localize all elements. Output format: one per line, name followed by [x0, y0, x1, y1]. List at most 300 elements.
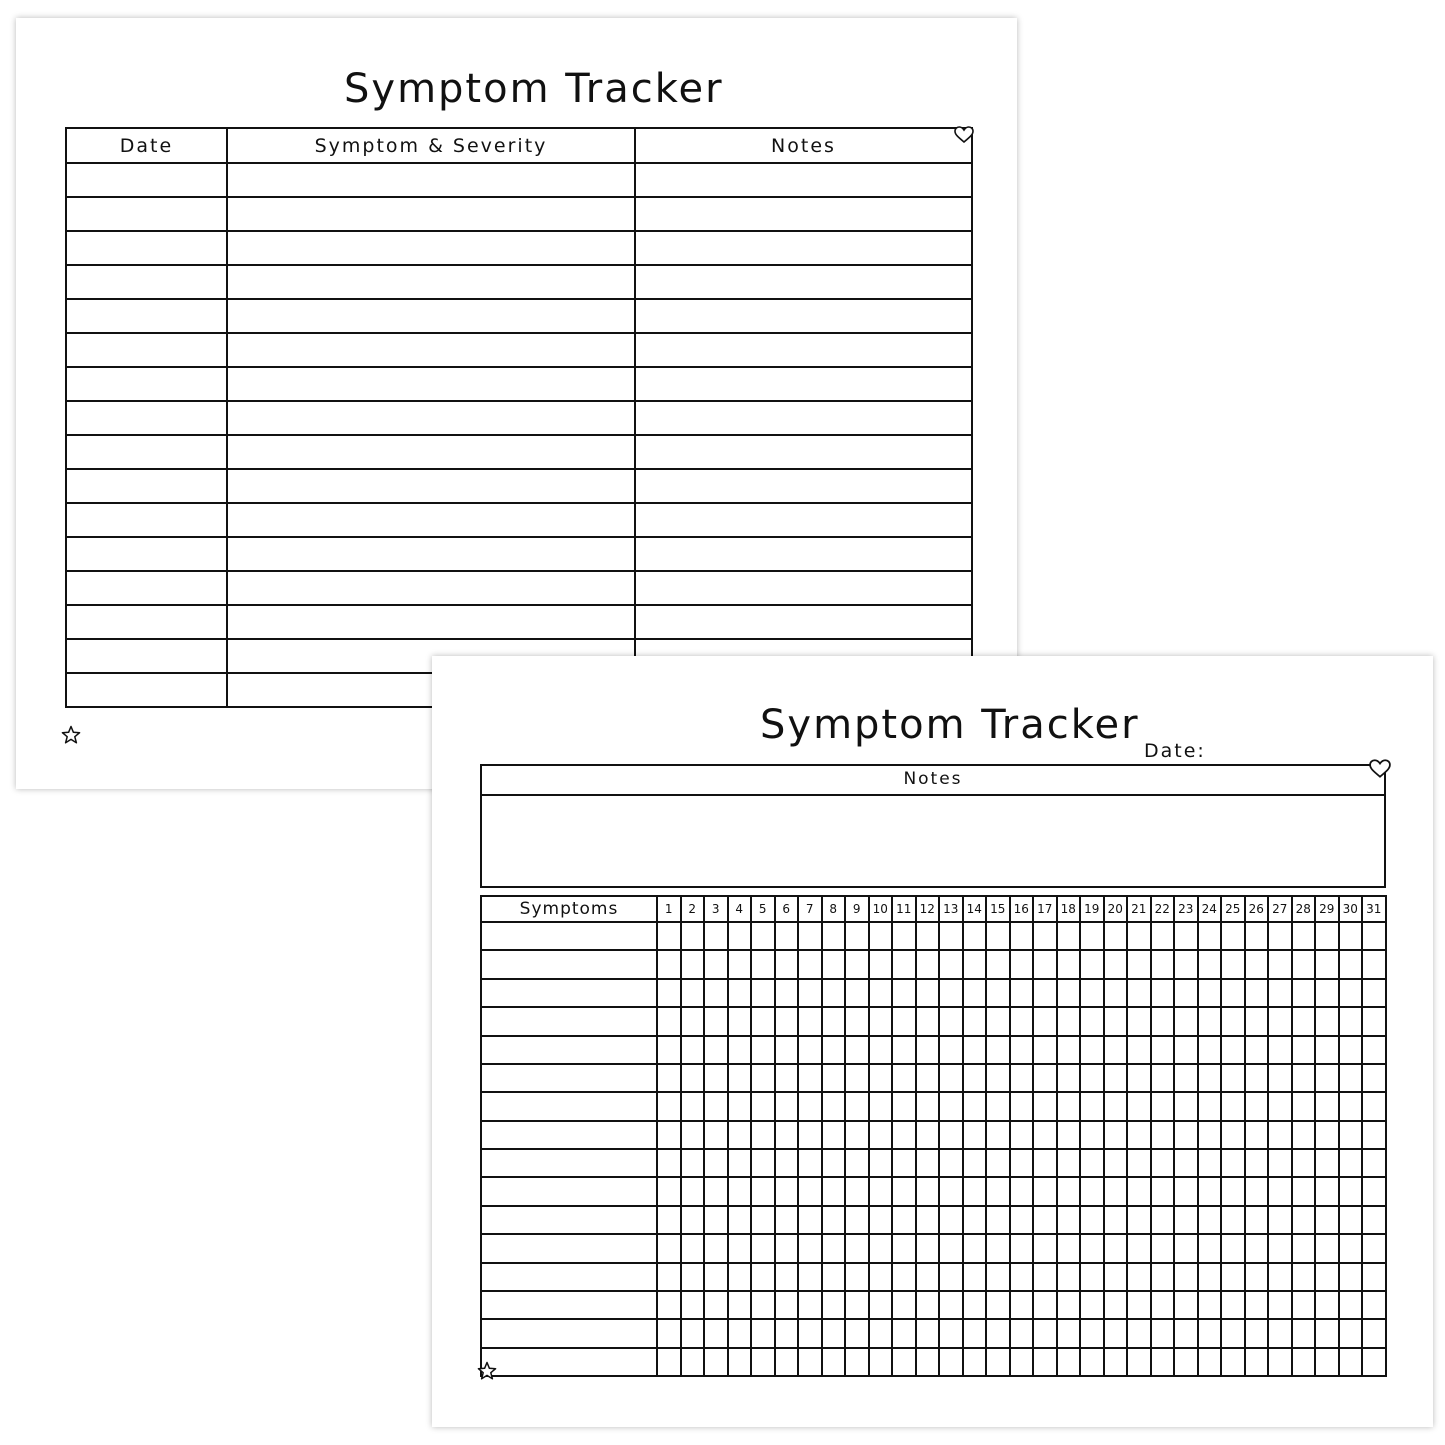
- symptom-name-cell[interactable]: [481, 1263, 657, 1291]
- day-cell[interactable]: [1221, 1348, 1245, 1376]
- day-cell[interactable]: [1080, 1348, 1104, 1376]
- day-cell[interactable]: [728, 950, 752, 978]
- day-cell[interactable]: [822, 1263, 846, 1291]
- day-cell[interactable]: [1339, 1092, 1363, 1120]
- day-cell[interactable]: [1221, 1036, 1245, 1064]
- day-cell[interactable]: [775, 950, 799, 978]
- day-cell[interactable]: [751, 1064, 775, 1092]
- symptom-name-cell[interactable]: [481, 1291, 657, 1319]
- notes-cell[interactable]: [635, 197, 972, 231]
- day-cell[interactable]: [1339, 1348, 1363, 1376]
- day-cell[interactable]: [1174, 1263, 1198, 1291]
- day-cell[interactable]: [1174, 922, 1198, 950]
- notes-cell[interactable]: [635, 231, 972, 265]
- day-cell[interactable]: [963, 1036, 987, 1064]
- day-cell[interactable]: [1151, 950, 1175, 978]
- day-cell[interactable]: [657, 922, 681, 950]
- day-cell[interactable]: [1104, 1348, 1128, 1376]
- day-cell[interactable]: [963, 1149, 987, 1177]
- day-cell[interactable]: [869, 922, 893, 950]
- day-cell[interactable]: [1151, 1149, 1175, 1177]
- day-cell[interactable]: [845, 979, 869, 1007]
- day-cell[interactable]: [1174, 1234, 1198, 1262]
- day-cell[interactable]: [1292, 1291, 1316, 1319]
- day-cell[interactable]: [798, 1064, 822, 1092]
- day-cell[interactable]: [704, 1064, 728, 1092]
- day-cell[interactable]: [1127, 1092, 1151, 1120]
- day-cell[interactable]: [1245, 1007, 1269, 1035]
- day-cell[interactable]: [1315, 1149, 1339, 1177]
- day-cell[interactable]: [1292, 1007, 1316, 1035]
- day-cell[interactable]: [939, 950, 963, 978]
- day-cell[interactable]: [1245, 1036, 1269, 1064]
- day-cell[interactable]: [1362, 1319, 1386, 1347]
- day-cell[interactable]: [1362, 922, 1386, 950]
- day-cell[interactable]: [1104, 1177, 1128, 1205]
- day-cell[interactable]: [681, 1348, 705, 1376]
- day-cell[interactable]: [681, 1177, 705, 1205]
- day-cell[interactable]: [1174, 979, 1198, 1007]
- day-cell[interactable]: [1292, 1263, 1316, 1291]
- day-cell[interactable]: [1292, 1319, 1316, 1347]
- day-cell[interactable]: [1151, 1291, 1175, 1319]
- day-cell[interactable]: [822, 1348, 846, 1376]
- day-cell[interactable]: [1198, 950, 1222, 978]
- day-cell[interactable]: [939, 1064, 963, 1092]
- symptom-name-cell[interactable]: [481, 1206, 657, 1234]
- day-cell[interactable]: [845, 1319, 869, 1347]
- day-cell[interactable]: [704, 1319, 728, 1347]
- day-cell[interactable]: [1127, 922, 1151, 950]
- day-cell[interactable]: [1080, 1149, 1104, 1177]
- day-cell[interactable]: [704, 1348, 728, 1376]
- day-cell[interactable]: [798, 1007, 822, 1035]
- day-cell[interactable]: [751, 979, 775, 1007]
- day-cell[interactable]: [1362, 1121, 1386, 1149]
- notes-cell[interactable]: [635, 401, 972, 435]
- day-cell[interactable]: [704, 922, 728, 950]
- day-cell[interactable]: [822, 1177, 846, 1205]
- day-cell[interactable]: [1221, 1263, 1245, 1291]
- symptom-name-cell[interactable]: [481, 1234, 657, 1262]
- day-cell[interactable]: [1057, 1092, 1081, 1120]
- day-cell[interactable]: [1362, 1036, 1386, 1064]
- day-cell[interactable]: [681, 950, 705, 978]
- day-cell[interactable]: [986, 1291, 1010, 1319]
- day-cell[interactable]: [751, 1234, 775, 1262]
- day-cell[interactable]: [1174, 1121, 1198, 1149]
- day-cell[interactable]: [1080, 1092, 1104, 1120]
- day-cell[interactable]: [963, 1319, 987, 1347]
- day-cell[interactable]: [775, 1092, 799, 1120]
- day-cell[interactable]: [798, 1263, 822, 1291]
- day-cell[interactable]: [1315, 979, 1339, 1007]
- day-cell[interactable]: [751, 922, 775, 950]
- day-cell[interactable]: [1315, 1206, 1339, 1234]
- day-cell[interactable]: [1245, 1206, 1269, 1234]
- day-cell[interactable]: [986, 1263, 1010, 1291]
- day-cell[interactable]: [1057, 1177, 1081, 1205]
- day-cell[interactable]: [869, 1092, 893, 1120]
- date-cell[interactable]: [66, 435, 227, 469]
- day-cell[interactable]: [986, 979, 1010, 1007]
- day-cell[interactable]: [1033, 1007, 1057, 1035]
- day-cell[interactable]: [1104, 1036, 1128, 1064]
- day-cell[interactable]: [1315, 1007, 1339, 1035]
- day-cell[interactable]: [1315, 1263, 1339, 1291]
- day-cell[interactable]: [1010, 1234, 1034, 1262]
- day-cell[interactable]: [892, 1291, 916, 1319]
- day-cell[interactable]: [1080, 1036, 1104, 1064]
- symptom-name-cell[interactable]: [481, 1092, 657, 1120]
- day-cell[interactable]: [657, 1064, 681, 1092]
- day-cell[interactable]: [1245, 1064, 1269, 1092]
- day-cell[interactable]: [1057, 979, 1081, 1007]
- day-cell[interactable]: [681, 1319, 705, 1347]
- day-cell[interactable]: [1245, 1319, 1269, 1347]
- day-cell[interactable]: [681, 1206, 705, 1234]
- day-cell[interactable]: [1104, 1092, 1128, 1120]
- day-cell[interactable]: [939, 1234, 963, 1262]
- date-cell[interactable]: [66, 469, 227, 503]
- day-cell[interactable]: [1104, 1064, 1128, 1092]
- day-cell[interactable]: [869, 1263, 893, 1291]
- day-cell[interactable]: [1010, 1206, 1034, 1234]
- day-cell[interactable]: [1104, 1121, 1128, 1149]
- day-cell[interactable]: [1268, 979, 1292, 1007]
- day-cell[interactable]: [822, 1121, 846, 1149]
- day-cell[interactable]: [1127, 1064, 1151, 1092]
- day-cell[interactable]: [1174, 1092, 1198, 1120]
- day-cell[interactable]: [1151, 1121, 1175, 1149]
- day-cell[interactable]: [1198, 1291, 1222, 1319]
- day-cell[interactable]: [1057, 1348, 1081, 1376]
- day-cell[interactable]: [892, 922, 916, 950]
- day-cell[interactable]: [845, 922, 869, 950]
- symptom-severity-cell[interactable]: [227, 605, 635, 639]
- day-cell[interactable]: [1057, 1319, 1081, 1347]
- day-cell[interactable]: [845, 1036, 869, 1064]
- day-cell[interactable]: [1080, 1007, 1104, 1035]
- day-cell[interactable]: [939, 1263, 963, 1291]
- day-cell[interactable]: [1198, 1064, 1222, 1092]
- symptom-severity-cell[interactable]: [227, 265, 635, 299]
- day-cell[interactable]: [1010, 950, 1034, 978]
- day-cell[interactable]: [728, 1177, 752, 1205]
- day-cell[interactable]: [657, 1348, 681, 1376]
- day-cell[interactable]: [1010, 1348, 1034, 1376]
- day-cell[interactable]: [869, 1007, 893, 1035]
- day-cell[interactable]: [845, 1064, 869, 1092]
- day-cell[interactable]: [1268, 1149, 1292, 1177]
- day-cell[interactable]: [869, 1291, 893, 1319]
- day-cell[interactable]: [1268, 1121, 1292, 1149]
- day-cell[interactable]: [1339, 1149, 1363, 1177]
- day-cell[interactable]: [1151, 979, 1175, 1007]
- day-cell[interactable]: [728, 1092, 752, 1120]
- day-cell[interactable]: [916, 1149, 940, 1177]
- day-cell[interactable]: [1221, 1121, 1245, 1149]
- day-cell[interactable]: [1221, 922, 1245, 950]
- day-cell[interactable]: [681, 1064, 705, 1092]
- day-cell[interactable]: [986, 1007, 1010, 1035]
- day-cell[interactable]: [939, 1206, 963, 1234]
- day-cell[interactable]: [1245, 1348, 1269, 1376]
- day-cell[interactable]: [939, 1177, 963, 1205]
- day-cell[interactable]: [1080, 979, 1104, 1007]
- day-cell[interactable]: [1362, 1064, 1386, 1092]
- day-cell[interactable]: [963, 1263, 987, 1291]
- day-cell[interactable]: [1268, 1036, 1292, 1064]
- day-cell[interactable]: [775, 1177, 799, 1205]
- day-cell[interactable]: [986, 1206, 1010, 1234]
- day-cell[interactable]: [1033, 1121, 1057, 1149]
- symptom-name-cell[interactable]: [481, 1177, 657, 1205]
- day-cell[interactable]: [986, 950, 1010, 978]
- day-cell[interactable]: [939, 1007, 963, 1035]
- day-cell[interactable]: [704, 1121, 728, 1149]
- day-cell[interactable]: [1339, 1291, 1363, 1319]
- day-cell[interactable]: [798, 950, 822, 978]
- day-cell[interactable]: [892, 1064, 916, 1092]
- day-cell[interactable]: [1198, 1007, 1222, 1035]
- day-cell[interactable]: [1057, 1007, 1081, 1035]
- day-cell[interactable]: [728, 1206, 752, 1234]
- day-cell[interactable]: [1057, 1036, 1081, 1064]
- day-cell[interactable]: [728, 1149, 752, 1177]
- day-cell[interactable]: [1315, 922, 1339, 950]
- day-cell[interactable]: [728, 1234, 752, 1262]
- date-cell[interactable]: [66, 401, 227, 435]
- day-cell[interactable]: [798, 1319, 822, 1347]
- day-cell[interactable]: [1339, 950, 1363, 978]
- day-cell[interactable]: [1268, 1064, 1292, 1092]
- day-cell[interactable]: [1151, 1206, 1175, 1234]
- day-cell[interactable]: [1362, 1291, 1386, 1319]
- day-cell[interactable]: [1245, 950, 1269, 978]
- day-cell[interactable]: [1339, 1263, 1363, 1291]
- day-cell[interactable]: [1339, 1036, 1363, 1064]
- day-cell[interactable]: [1268, 1263, 1292, 1291]
- day-cell[interactable]: [1033, 1348, 1057, 1376]
- day-cell[interactable]: [798, 979, 822, 1007]
- day-cell[interactable]: [775, 1234, 799, 1262]
- day-cell[interactable]: [1292, 950, 1316, 978]
- notes-cell[interactable]: [635, 537, 972, 571]
- day-cell[interactable]: [1057, 1064, 1081, 1092]
- day-cell[interactable]: [1268, 950, 1292, 978]
- day-cell[interactable]: [869, 1064, 893, 1092]
- symptom-name-cell[interactable]: [481, 979, 657, 1007]
- day-cell[interactable]: [1151, 1263, 1175, 1291]
- day-cell[interactable]: [892, 1234, 916, 1262]
- day-cell[interactable]: [1292, 1177, 1316, 1205]
- symptom-name-cell[interactable]: [481, 1064, 657, 1092]
- day-cell[interactable]: [869, 1149, 893, 1177]
- day-cell[interactable]: [798, 922, 822, 950]
- day-cell[interactable]: [845, 1206, 869, 1234]
- day-cell[interactable]: [751, 1348, 775, 1376]
- day-cell[interactable]: [1221, 1092, 1245, 1120]
- day-cell[interactable]: [704, 950, 728, 978]
- day-cell[interactable]: [869, 1319, 893, 1347]
- day-cell[interactable]: [1221, 1319, 1245, 1347]
- day-cell[interactable]: [1198, 1177, 1222, 1205]
- day-cell[interactable]: [963, 950, 987, 978]
- day-cell[interactable]: [1057, 1121, 1081, 1149]
- day-cell[interactable]: [1127, 1348, 1151, 1376]
- day-cell[interactable]: [1315, 1177, 1339, 1205]
- day-cell[interactable]: [1127, 1206, 1151, 1234]
- day-cell[interactable]: [1174, 1291, 1198, 1319]
- day-cell[interactable]: [892, 1177, 916, 1205]
- day-cell[interactable]: [1245, 1263, 1269, 1291]
- notes-cell[interactable]: [635, 605, 972, 639]
- day-cell[interactable]: [845, 1291, 869, 1319]
- day-cell[interactable]: [822, 1092, 846, 1120]
- notes-cell[interactable]: [635, 265, 972, 299]
- day-cell[interactable]: [1033, 1234, 1057, 1262]
- day-cell[interactable]: [916, 1348, 940, 1376]
- day-cell[interactable]: [986, 1121, 1010, 1149]
- symptom-severity-cell[interactable]: [227, 571, 635, 605]
- day-cell[interactable]: [1033, 1064, 1057, 1092]
- day-cell[interactable]: [657, 1291, 681, 1319]
- day-cell[interactable]: [1315, 1121, 1339, 1149]
- symptom-severity-cell[interactable]: [227, 367, 635, 401]
- day-cell[interactable]: [798, 1291, 822, 1319]
- day-cell[interactable]: [751, 1036, 775, 1064]
- day-cell[interactable]: [963, 1348, 987, 1376]
- day-cell[interactable]: [1339, 1121, 1363, 1149]
- day-cell[interactable]: [892, 1348, 916, 1376]
- date-cell[interactable]: [66, 503, 227, 537]
- day-cell[interactable]: [1104, 1291, 1128, 1319]
- day-cell[interactable]: [1127, 1291, 1151, 1319]
- day-cell[interactable]: [986, 1064, 1010, 1092]
- day-cell[interactable]: [775, 922, 799, 950]
- day-cell[interactable]: [939, 1319, 963, 1347]
- day-cell[interactable]: [1245, 1121, 1269, 1149]
- day-cell[interactable]: [822, 1149, 846, 1177]
- day-cell[interactable]: [775, 1121, 799, 1149]
- day-cell[interactable]: [916, 1234, 940, 1262]
- day-cell[interactable]: [657, 1319, 681, 1347]
- day-cell[interactable]: [1080, 1064, 1104, 1092]
- day-cell[interactable]: [1033, 1036, 1057, 1064]
- day-cell[interactable]: [1292, 1092, 1316, 1120]
- day-cell[interactable]: [1315, 1092, 1339, 1120]
- day-cell[interactable]: [986, 1149, 1010, 1177]
- day-cell[interactable]: [1339, 1234, 1363, 1262]
- day-cell[interactable]: [681, 1036, 705, 1064]
- day-cell[interactable]: [869, 1206, 893, 1234]
- day-cell[interactable]: [681, 1092, 705, 1120]
- day-cell[interactable]: [1339, 979, 1363, 1007]
- day-cell[interactable]: [1268, 1177, 1292, 1205]
- day-cell[interactable]: [728, 1263, 752, 1291]
- day-cell[interactable]: [1080, 1234, 1104, 1262]
- date-cell[interactable]: [66, 537, 227, 571]
- day-cell[interactable]: [728, 979, 752, 1007]
- day-cell[interactable]: [704, 1206, 728, 1234]
- day-cell[interactable]: [704, 1092, 728, 1120]
- day-cell[interactable]: [892, 1092, 916, 1120]
- day-cell[interactable]: [1198, 1121, 1222, 1149]
- date-cell[interactable]: [66, 367, 227, 401]
- symptom-name-cell[interactable]: [481, 1036, 657, 1064]
- day-cell[interactable]: [1151, 1319, 1175, 1347]
- day-cell[interactable]: [916, 1007, 940, 1035]
- day-cell[interactable]: [1292, 1121, 1316, 1149]
- day-cell[interactable]: [1057, 1291, 1081, 1319]
- symptom-name-cell[interactable]: [481, 922, 657, 950]
- date-cell[interactable]: [66, 639, 227, 673]
- day-cell[interactable]: [1104, 1149, 1128, 1177]
- day-cell[interactable]: [1057, 950, 1081, 978]
- date-cell[interactable]: [66, 571, 227, 605]
- day-cell[interactable]: [845, 1007, 869, 1035]
- day-cell[interactable]: [1221, 1149, 1245, 1177]
- day-cell[interactable]: [869, 1348, 893, 1376]
- day-cell[interactable]: [1010, 979, 1034, 1007]
- day-cell[interactable]: [1010, 1319, 1034, 1347]
- day-cell[interactable]: [822, 1064, 846, 1092]
- day-cell[interactable]: [1268, 1291, 1292, 1319]
- day-cell[interactable]: [1010, 922, 1034, 950]
- symptom-name-cell[interactable]: [481, 1348, 657, 1376]
- day-cell[interactable]: [1221, 1206, 1245, 1234]
- day-cell[interactable]: [1010, 1177, 1034, 1205]
- day-cell[interactable]: [1362, 1092, 1386, 1120]
- day-cell[interactable]: [1057, 1234, 1081, 1262]
- day-cell[interactable]: [1104, 1206, 1128, 1234]
- day-cell[interactable]: [798, 1177, 822, 1205]
- day-cell[interactable]: [1198, 979, 1222, 1007]
- day-cell[interactable]: [1198, 922, 1222, 950]
- day-cell[interactable]: [1174, 1206, 1198, 1234]
- day-cell[interactable]: [1080, 1206, 1104, 1234]
- day-cell[interactable]: [1268, 1234, 1292, 1262]
- day-cell[interactable]: [869, 1121, 893, 1149]
- day-cell[interactable]: [1033, 1206, 1057, 1234]
- day-cell[interactable]: [775, 1263, 799, 1291]
- day-cell[interactable]: [728, 1007, 752, 1035]
- day-cell[interactable]: [1104, 979, 1128, 1007]
- day-cell[interactable]: [845, 1234, 869, 1262]
- day-cell[interactable]: [1339, 922, 1363, 950]
- day-cell[interactable]: [704, 1234, 728, 1262]
- day-cell[interactable]: [1151, 922, 1175, 950]
- day-cell[interactable]: [916, 950, 940, 978]
- day-cell[interactable]: [822, 1007, 846, 1035]
- day-cell[interactable]: [751, 1007, 775, 1035]
- day-cell[interactable]: [775, 1206, 799, 1234]
- day-cell[interactable]: [1362, 1007, 1386, 1035]
- symptom-severity-cell[interactable]: [227, 469, 635, 503]
- day-cell[interactable]: [728, 1064, 752, 1092]
- day-cell[interactable]: [1010, 1092, 1034, 1120]
- day-cell[interactable]: [916, 1064, 940, 1092]
- symptom-name-cell[interactable]: [481, 1319, 657, 1347]
- day-cell[interactable]: [1174, 1177, 1198, 1205]
- day-cell[interactable]: [704, 1291, 728, 1319]
- day-cell[interactable]: [1104, 1007, 1128, 1035]
- day-cell[interactable]: [657, 1007, 681, 1035]
- day-cell[interactable]: [775, 1291, 799, 1319]
- day-cell[interactable]: [751, 1206, 775, 1234]
- date-cell[interactable]: [66, 299, 227, 333]
